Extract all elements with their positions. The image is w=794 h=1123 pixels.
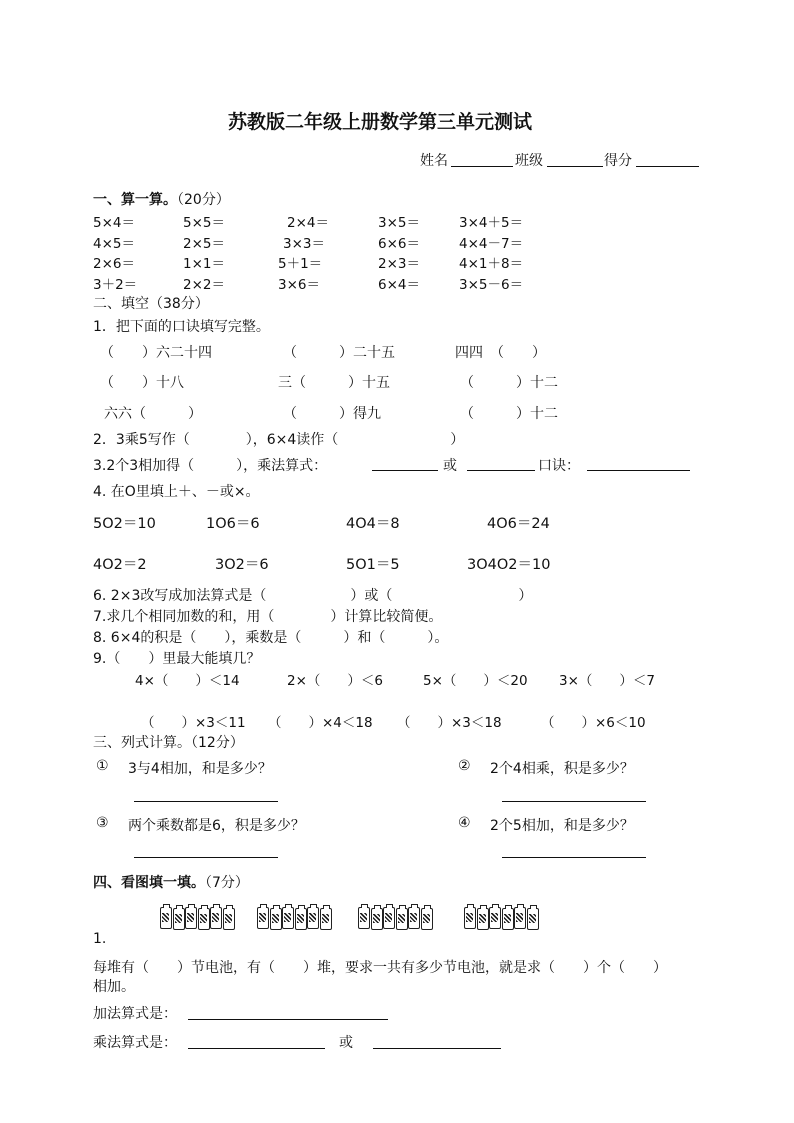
arithmetic-item: 2×5＝ bbox=[183, 236, 225, 252]
question-2-4: 4. 在O里填上＋、－或×。 bbox=[93, 484, 260, 500]
arithmetic-item: 1×1＝ bbox=[183, 256, 225, 272]
rhyme-item: 三（ ）十五 bbox=[278, 375, 390, 391]
arithmetic-item: 3×6＝ bbox=[278, 277, 320, 293]
battery-icon bbox=[295, 908, 307, 930]
operator-item: 4O4＝8 bbox=[346, 516, 400, 532]
operator-item: 4O6＝24 bbox=[487, 516, 550, 532]
rhyme-item: 六六（ ） bbox=[104, 406, 202, 422]
arithmetic-item: 4×4－7＝ bbox=[459, 236, 524, 252]
operator-item: 5O2＝10 bbox=[93, 516, 156, 532]
arithmetic-item: 3×5＝ bbox=[378, 215, 420, 231]
answer-line[interactable] bbox=[502, 857, 646, 858]
rhyme-label: 口诀： bbox=[538, 458, 580, 474]
arithmetic-item: 6×6＝ bbox=[378, 236, 420, 252]
question-3-2: 2个4相乘，积是多少？ bbox=[490, 761, 634, 777]
addition-answer-line[interactable] bbox=[188, 1019, 388, 1020]
question-4-1: 每堆有（ ）节电池，有（ ）堆，要求一共有多少节电池，就是求（ ）个（ ） bbox=[93, 960, 667, 976]
page-title: 苏教版二年级上册数学第三单元测试 bbox=[228, 111, 533, 133]
inequality-item: 2×（ ）＜6 bbox=[287, 673, 383, 689]
arithmetic-item: 6×4＝ bbox=[378, 277, 420, 293]
arithmetic-item: 4×5＝ bbox=[93, 236, 135, 252]
operator-item: 4O2＝2 bbox=[93, 557, 147, 573]
question-3-1-number: ① bbox=[96, 758, 109, 774]
name-blank[interactable] bbox=[451, 166, 513, 167]
name-label: 姓名 bbox=[420, 153, 448, 169]
rhyme-item: 四四 （ ） bbox=[455, 345, 546, 361]
rhyme-item: （ ）六二十四 bbox=[100, 345, 212, 361]
battery-icon bbox=[320, 908, 332, 930]
rhyme-item: （ ）二十五 bbox=[283, 345, 395, 361]
multiplication-answer-line[interactable] bbox=[373, 1048, 501, 1049]
question-3-4: 2个5相加，和是多少？ bbox=[490, 818, 634, 834]
arithmetic-item: 2×4＝ bbox=[287, 215, 329, 231]
question-2-2: 2．3乘5写作（ ），6×4读作（ ） bbox=[93, 432, 465, 448]
battery-icon bbox=[396, 908, 408, 930]
arithmetic-item: 4×1＋8＝ bbox=[459, 256, 524, 272]
operator-item: 3O4O2＝10 bbox=[467, 557, 551, 573]
battery-icon bbox=[307, 907, 319, 929]
question-3-3-number: ③ bbox=[96, 815, 109, 831]
inequality-item: 4×（ ）＜14 bbox=[135, 673, 240, 689]
class-label: 班级 bbox=[515, 153, 543, 169]
answer-blank[interactable] bbox=[587, 470, 690, 471]
arithmetic-item: 3×4＋5＝ bbox=[459, 215, 524, 231]
question-2-3: 3.2个3相加得（ ），乘法算式： bbox=[93, 458, 328, 474]
question-4-1-number: 1. bbox=[93, 931, 107, 947]
battery-icon bbox=[383, 907, 395, 929]
battery-icon bbox=[371, 908, 383, 930]
battery-icon bbox=[514, 907, 526, 929]
battery-icon bbox=[358, 907, 370, 929]
question-2-6: 6. 2×3改写成加法算式是（ ）或（ ） bbox=[93, 588, 533, 604]
battery-icon bbox=[421, 908, 433, 930]
battery-icon bbox=[210, 907, 222, 929]
addition-label: 加法算式是： bbox=[93, 1006, 177, 1022]
arithmetic-item: 5×5＝ bbox=[183, 215, 225, 231]
battery-icon bbox=[408, 907, 420, 929]
question-2-7: 7.求几个相同加数的和，用（ ）计算比较简便。 bbox=[93, 609, 443, 625]
answer-line[interactable] bbox=[502, 801, 646, 802]
question-4-1-cont: 相加。 bbox=[93, 979, 135, 995]
or-text: 或 bbox=[339, 1035, 353, 1051]
battery-icon bbox=[464, 907, 476, 929]
arithmetic-item: 5＋1＝ bbox=[278, 256, 323, 272]
score-label: 得分 bbox=[604, 153, 632, 169]
question-3-4-number: ④ bbox=[458, 815, 471, 831]
score-blank[interactable] bbox=[636, 166, 699, 167]
arithmetic-item: 3＋2＝ bbox=[93, 277, 138, 293]
question-2-1: 1．把下面的口诀填写完整。 bbox=[93, 319, 270, 335]
section-2-heading: 二、填空（38分） bbox=[93, 296, 209, 312]
rhyme-item: （ ）十二 bbox=[460, 406, 558, 422]
operator-item: 5O1＝5 bbox=[346, 557, 400, 573]
answer-line[interactable] bbox=[134, 801, 278, 802]
inequality-item: （ ）×4＜18 bbox=[268, 715, 373, 731]
question-2-9: 9.（ ）里最大能填几？ bbox=[93, 651, 261, 667]
operator-item: 1O6＝6 bbox=[206, 516, 260, 532]
rhyme-item: （ ）得九 bbox=[283, 406, 381, 422]
arithmetic-item: 2×3＝ bbox=[378, 256, 420, 272]
battery-icon bbox=[223, 908, 235, 930]
battery-icon bbox=[527, 908, 539, 930]
operator-item: 3O2＝6 bbox=[215, 557, 269, 573]
section-4-heading: 四、看图填一填。（7分） bbox=[93, 875, 249, 891]
answer-line[interactable] bbox=[134, 857, 278, 858]
or-text: 或 bbox=[443, 458, 457, 474]
arithmetic-item: 5×4＝ bbox=[93, 215, 135, 231]
inequality-item: 5×（ ）＜20 bbox=[423, 673, 528, 689]
battery-icon bbox=[198, 908, 210, 930]
battery-icon bbox=[282, 907, 294, 929]
arithmetic-item: 2×2＝ bbox=[183, 277, 225, 293]
rhyme-item: （ ）十二 bbox=[460, 375, 558, 391]
question-2-8: 8. 6×4的积是（ ），乘数是（ ）和（ ）。 bbox=[93, 630, 449, 646]
inequality-item: 3×（ ）＜7 bbox=[559, 673, 655, 689]
rhyme-item: （ ）十八 bbox=[100, 375, 184, 391]
battery-icon bbox=[160, 907, 172, 929]
inequality-item: （ ）×3＜11 bbox=[141, 715, 246, 731]
battery-icon bbox=[477, 908, 489, 930]
battery-icon bbox=[173, 908, 185, 930]
inequality-item: （ ）×3＜18 bbox=[397, 715, 502, 731]
battery-icon bbox=[185, 907, 197, 929]
arithmetic-item: 2×6＝ bbox=[93, 256, 135, 272]
battery-icon bbox=[489, 907, 501, 929]
multiplication-label: 乘法算式是： bbox=[93, 1035, 177, 1051]
inequality-item: （ ）×6＜10 bbox=[541, 715, 646, 731]
question-3-1: 3与4相加，和是多少？ bbox=[128, 761, 272, 777]
section-1-heading: 一、算一算。（20分） bbox=[93, 192, 230, 208]
battery-icon bbox=[502, 908, 514, 930]
arithmetic-item: 3×5－6＝ bbox=[459, 277, 524, 293]
arithmetic-item: 3×3＝ bbox=[283, 236, 325, 252]
answer-blank[interactable] bbox=[372, 470, 438, 471]
answer-blank[interactable] bbox=[467, 470, 535, 471]
multiplication-answer-line[interactable] bbox=[188, 1048, 325, 1049]
question-3-2-number: ② bbox=[458, 758, 471, 774]
battery-icon bbox=[270, 908, 282, 930]
class-blank[interactable] bbox=[547, 166, 603, 167]
question-3-3: 两个乘数都是6，积是多少？ bbox=[128, 818, 305, 834]
section-3-heading: 三、列式计算。（12分） bbox=[93, 735, 244, 751]
battery-icon bbox=[257, 907, 269, 929]
